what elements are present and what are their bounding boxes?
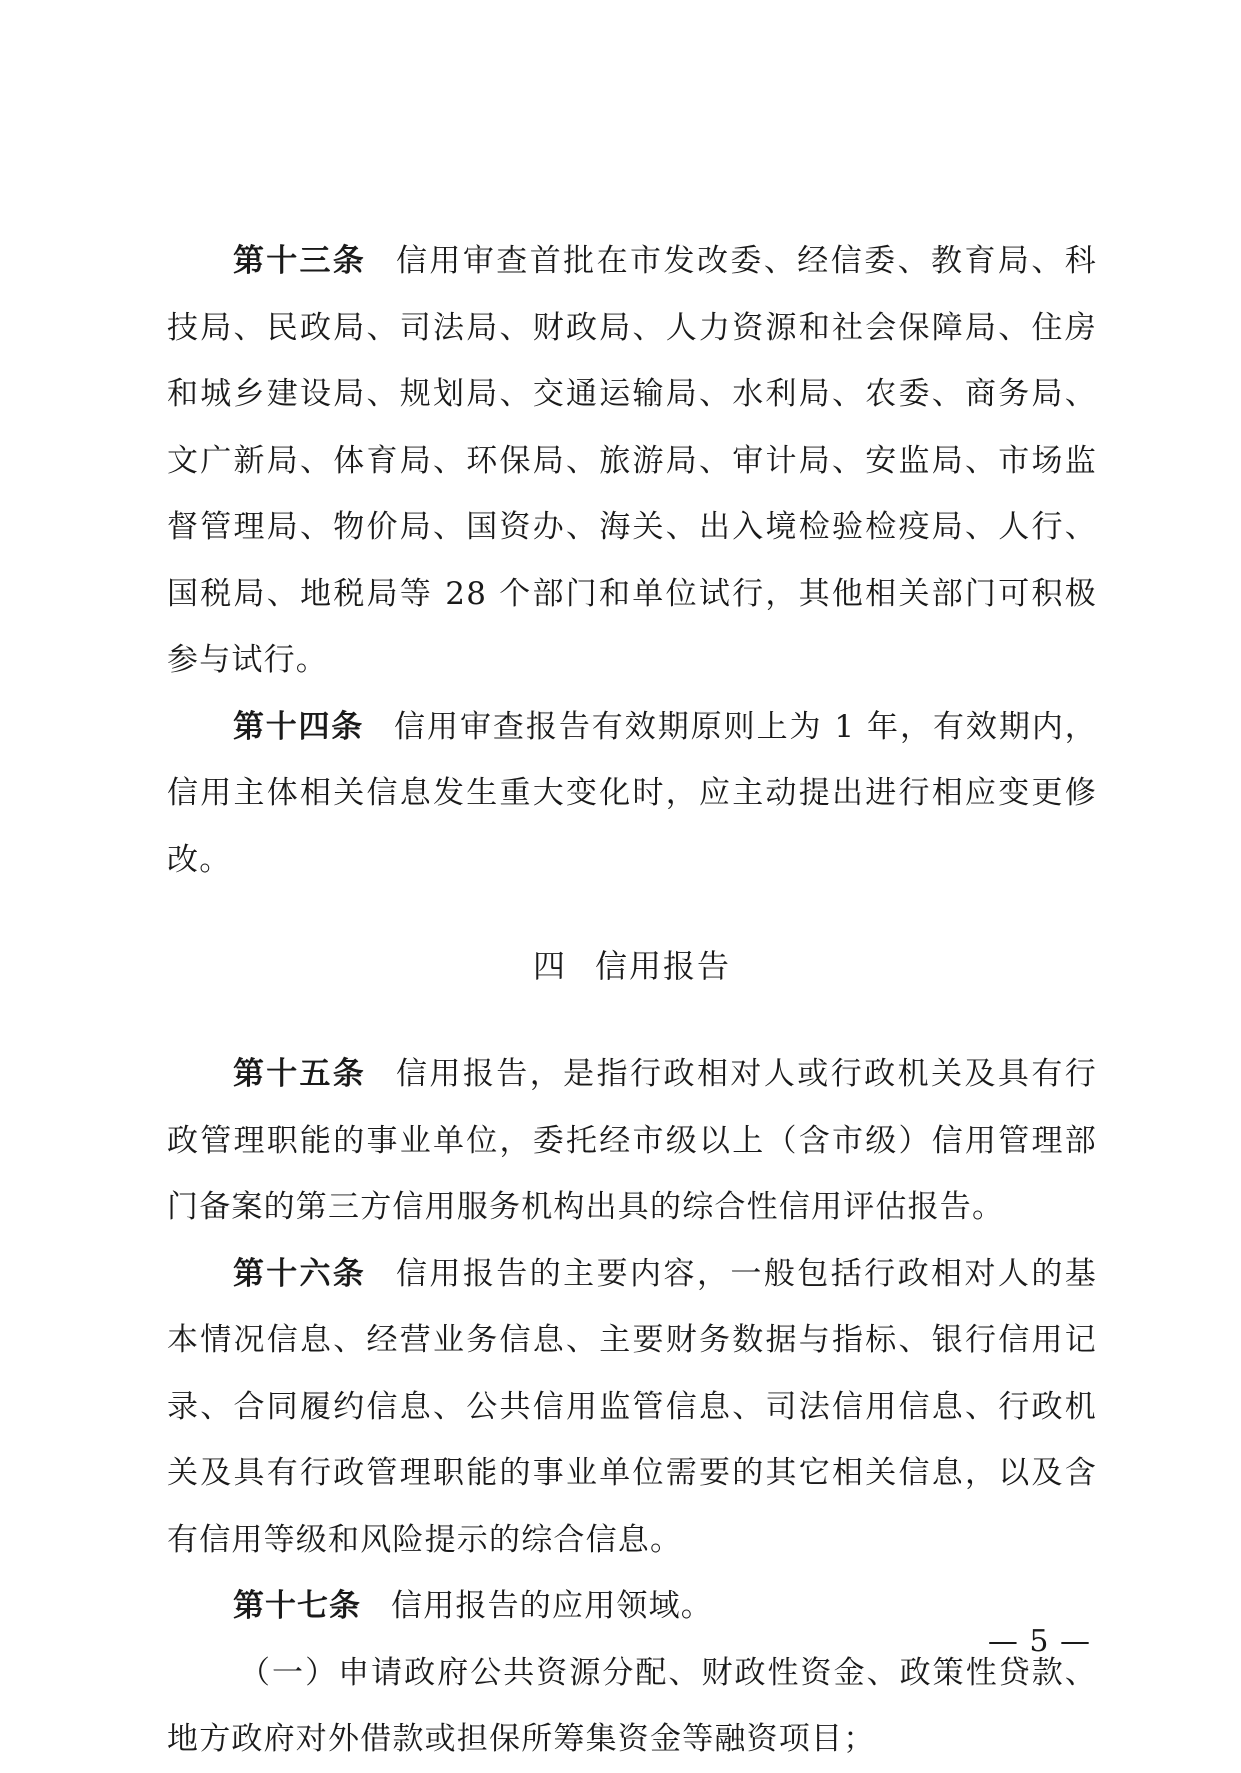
- article-number: 第十三条: [233, 243, 366, 279]
- article-text: 信用审查首批在市发改委、经信委、教育局、科技局、民政局、司法局、财政局、人力资源和社会保障局、住房和城乡建设局、规划局、交通运输局、水利局、农委、商务局、文广新局、体育局、环保局、旅游局、审计局、安监局、市场监督管理局、物价局、国资办、海关、出入境检验检疫局、人行、国税局、地税局等 28 个部门和单位试行，其他相关部门可积极参与试行。: [167, 243, 1097, 678]
- section-title: 信用报告: [595, 947, 732, 985]
- article-17: [167, 1573, 1097, 1640]
- list-item-text: （一）申请政府公共资源分配、财政性资金、政策性贷款、地方政府对外借款或担保所筹集资金等融资项目；: [167, 1654, 1097, 1757]
- article-text: 信用审查报告有效期原则上为 1 年，有效期内，信用主体相关信息发生重大变化时，应主动提出进行相应变更修改。: [167, 708, 1098, 878]
- section-heading: [167, 933, 1097, 999]
- article-13: [167, 228, 1097, 694]
- article-16: [167, 1241, 1097, 1574]
- article-number: 第十五条: [233, 1056, 366, 1092]
- article-text: 信用报告的应用领域。: [391, 1588, 713, 1624]
- section-number: 四: [532, 947, 567, 985]
- article-number: 第十六条: [233, 1255, 366, 1292]
- list-item: [167, 1640, 1097, 1773]
- document-body: [167, 228, 1097, 1773]
- article-text: 信用报告，是指行政相对人或行政机关及具有行政管理职能的事业单位，委托经市级以上（含市级）信用管理部门备案的第三方信用服务机构出具的综合性信用评估报告。: [167, 1056, 1097, 1225]
- article-text: 信用报告的主要内容，一般包括行政相对人的基本情况信息、经营业务信息、主要财务数据与指标、银行信用记录、合同履约信息、公共信用监管信息、司法信用信息、行政机关及具有行政管理职能的事业单位需要的其它相关信息，以及含有信用等级和风险提示的综合信息。: [167, 1255, 1097, 1558]
- article-number: 第十四条: [233, 708, 365, 745]
- article-number: 第十七条: [233, 1588, 361, 1624]
- article-15: [167, 1041, 1097, 1241]
- article-14: [167, 694, 1097, 894]
- page-number: — 5 —: [987, 1624, 1091, 1659]
